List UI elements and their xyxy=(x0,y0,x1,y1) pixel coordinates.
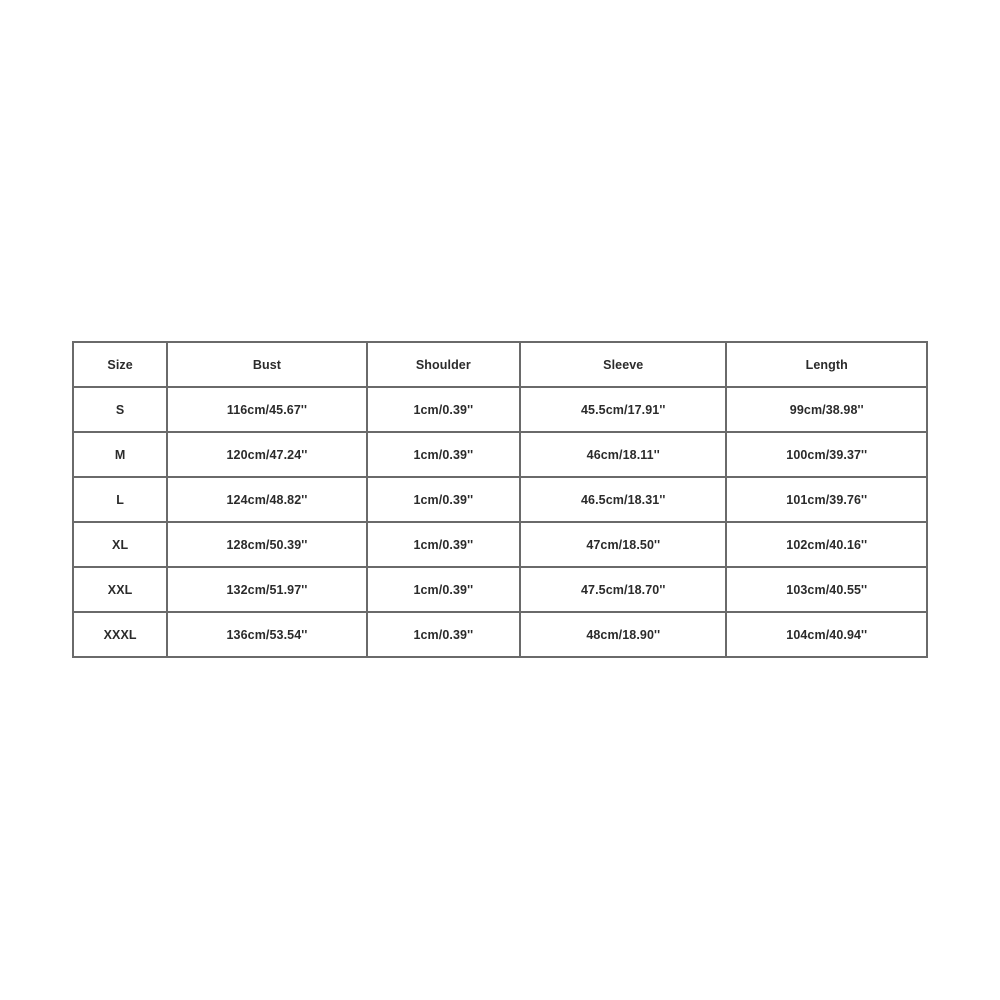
header-sleeve: Sleeve xyxy=(520,342,726,387)
cell-shoulder: 1cm/0.39'' xyxy=(367,522,520,567)
cell-bust: 136cm/53.54'' xyxy=(167,612,366,657)
cell-size: XXXL xyxy=(73,612,167,657)
cell-bust: 124cm/48.82'' xyxy=(167,477,366,522)
table-header-row xyxy=(73,342,927,387)
cell-size: L xyxy=(73,477,167,522)
cell-length: 101cm/39.76'' xyxy=(726,477,927,522)
cell-length: 104cm/40.94'' xyxy=(726,612,927,657)
cell-size: XL xyxy=(73,522,167,567)
cell-shoulder: 1cm/0.39'' xyxy=(367,612,520,657)
cell-sleeve: 46cm/18.11'' xyxy=(520,432,726,477)
header-bust: Bust xyxy=(167,342,366,387)
cell-sleeve: 45.5cm/17.91'' xyxy=(520,387,726,432)
table-row xyxy=(73,432,927,477)
cell-length: 102cm/40.16'' xyxy=(726,522,927,567)
table-row xyxy=(73,567,927,612)
table-row xyxy=(73,612,927,657)
cell-sleeve: 47.5cm/18.70'' xyxy=(520,567,726,612)
cell-size: XXL xyxy=(73,567,167,612)
table-row xyxy=(73,477,927,522)
cell-length: 103cm/40.55'' xyxy=(726,567,927,612)
cell-length: 100cm/39.37'' xyxy=(726,432,927,477)
cell-bust: 120cm/47.24'' xyxy=(167,432,366,477)
cell-shoulder: 1cm/0.39'' xyxy=(367,432,520,477)
cell-size: M xyxy=(73,432,167,477)
cell-shoulder: 1cm/0.39'' xyxy=(367,477,520,522)
cell-sleeve: 47cm/18.50'' xyxy=(520,522,726,567)
size-chart-table xyxy=(72,341,928,658)
cell-sleeve: 48cm/18.90'' xyxy=(520,612,726,657)
cell-shoulder: 1cm/0.39'' xyxy=(367,387,520,432)
cell-bust: 132cm/51.97'' xyxy=(167,567,366,612)
header-shoulder: Shoulder xyxy=(367,342,520,387)
header-length: Length xyxy=(726,342,927,387)
cell-sleeve: 46.5cm/18.31'' xyxy=(520,477,726,522)
cell-shoulder: 1cm/0.39'' xyxy=(367,567,520,612)
cell-size: S xyxy=(73,387,167,432)
cell-bust: 128cm/50.39'' xyxy=(167,522,366,567)
header-size: Size xyxy=(73,342,167,387)
table-row xyxy=(73,522,927,567)
cell-length: 99cm/38.98'' xyxy=(726,387,927,432)
table-row xyxy=(73,387,927,432)
cell-bust: 116cm/45.67'' xyxy=(167,387,366,432)
